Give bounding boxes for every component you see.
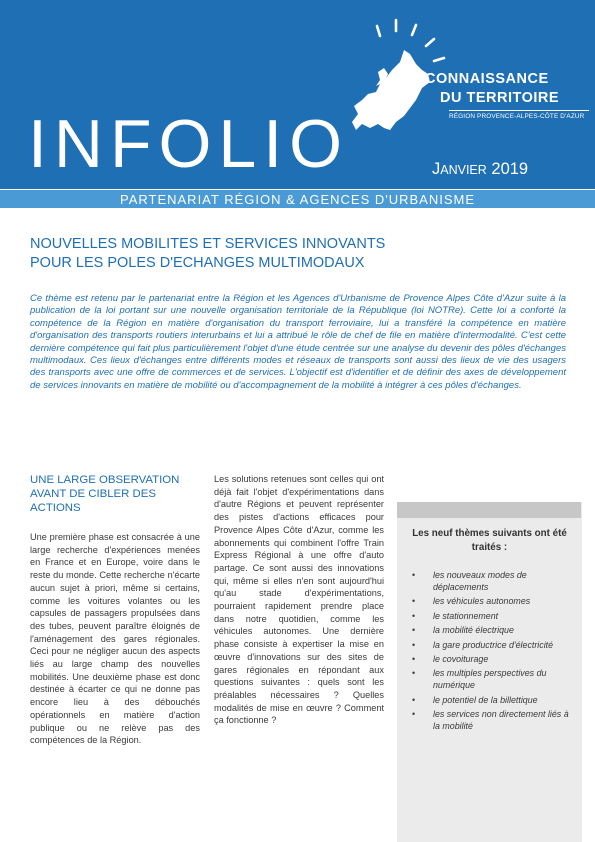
- bullet-icon: •: [412, 570, 416, 580]
- brand-line-1: CONNAISSANCE: [425, 71, 549, 87]
- left-column: [30, 473, 200, 747]
- brand-divider: [449, 110, 589, 111]
- publication-title: INFOLIO: [28, 106, 350, 182]
- list-item: [407, 709, 577, 733]
- themes-list: [407, 570, 577, 735]
- bullet-icon: •: [412, 694, 416, 705]
- list-item: [407, 611, 577, 623]
- theme-label: le stationnement: [433, 610, 499, 621]
- brand-line-2: DU TERRITOIRE: [440, 90, 560, 106]
- themes-box: [397, 502, 582, 842]
- article-title-line-2: POUR LES POLES D'ECHANGES MULTIMODAUX: [30, 255, 365, 271]
- partnership-label: PARTENARIAT RÉGION & AGENCES D'URBANISME: [119, 192, 476, 207]
- date-year: 2019: [491, 160, 529, 178]
- brand-line-3: RÉGION PROVENCE-ALPES-CÔTE D'AZUR: [449, 113, 585, 120]
- theme-label: le potentiel de la billettique: [433, 694, 538, 705]
- theme-label: les services non directement liés à la mobilité: [433, 709, 569, 731]
- article-title: [30, 235, 385, 273]
- bullet-icon: •: [412, 668, 416, 679]
- bullet-icon: •: [412, 639, 416, 650]
- themes-box-tab: [397, 502, 581, 518]
- article-title-line-1: NOUVELLES MOBILITES ET SERVICES INNOVANTS: [30, 236, 386, 252]
- list-item: [407, 654, 577, 666]
- date-month-initial: J: [432, 160, 441, 178]
- left-column-text: Une première phase est consacrée à une large recherche d'expériences menées en France et en Europe, voire dans le reste du monde. Cette recherche n'écarte aucun sujet à priori, même si certains, comme les voitures volantes ou les capsules de passagers propulsées dans des tubes, peuvent paraître éloignés de l'aménagement des gares régionales. Ceci pour ne négliger aucun des aspects liés au large champ des nouvelles mobilités. Une deuxième phase est donc destinée à écarter ce qui ne donne pas encore lieu à des débouchés opérationnels en matière d'action publique ou ne relève pas des compétences de la Région.: [30, 532, 200, 746]
- bullet-icon: •: [412, 653, 416, 664]
- list-item: [407, 596, 577, 608]
- bullet-icon: •: [412, 625, 416, 636]
- issue-date: [432, 160, 528, 179]
- list-item: [407, 668, 577, 692]
- bullet-icon: •: [412, 596, 416, 607]
- middle-column: [214, 473, 384, 727]
- partnership-band: [0, 190, 595, 208]
- intro-paragraph: Ce thème est retenu par le partenariat entre la Région et les Agences d'Urbanisme de Provence Alpes Côte d'Azur suite à la publication de la loi portant sur une nouvelle organisation territoriale de la République (loi NOTRe). Cette loi a conforté la compétence de la Région en matière d'organisation du transport ferroviaire, lui a transféré la compétence en matière d'organisation des transports routiers interurbains et lui a attribué le rôle de chef de file en matière d'intermodalité. C'est cette dernière compétence qui fait plus particulièrement l'objet d'une étude centrée sur une analyse du devenir des pôles d'échanges multimodaux. Ces lieux d'échanges entre différents modes et réseaux de transports sont aussi des lieux de vie des usagers des transports avec une offre de commerces et de services. L'objectif est d'identifier et de définir des axes de développement de services innovants en matière de mobilité ou d'accompagnement de la mobilité à intégrer à ces pôles d'échanges.: [30, 293, 566, 391]
- date-month-rest: ANVIER: [440, 163, 487, 177]
- bullet-icon: •: [412, 610, 416, 621]
- theme-label: la gare productrice d'électricité: [433, 639, 554, 650]
- theme-label: les véhicules autonomes: [433, 596, 531, 607]
- theme-label: les multiples perspectives du numérique: [433, 668, 547, 691]
- middle-column-text: Les solutions retenues sont celles qui ont déjà fait l'objet d'expérimentations dans d'autre Régions et peuvent représenter des pistes d'actions efficaces pour Provence Alpes Côte d'Azur, comme les abonnements qui combinent l'offre Train Express Régional à une offre d'auto partage. Ce sont aussi des innovations qui, même si elles n'en sont aujourd'hui qu'au stade d'expérimentations, pourraient rapidement prendre place dans notre quotidien, comme les véhicules autonomes. Une dernière phase consiste à expertiser la mise en œuvre d'innovations sur des sites de gares régionales en répondant aux questions suivantes : quels sont les préalables nécessaires ? Quelles modalités de mise en œuvre ? Comment ça fonctionne ?: [214, 474, 384, 726]
- themes-box-title: Les neuf thèmes suivants ont été traités :: [412, 528, 567, 553]
- theme-label: les nouveaux modes de déplacements: [433, 570, 527, 592]
- list-item: [407, 570, 577, 594]
- section-heading: UNE LARGE OBSERVATION AVANT DE CIBLER DES ACTIONS: [30, 474, 180, 514]
- header-band: [0, 0, 595, 189]
- theme-label: le covoiturage: [433, 653, 489, 664]
- list-item: [407, 640, 577, 652]
- theme-label: la mobilité électrique: [433, 625, 514, 636]
- list-item: [407, 695, 577, 707]
- list-item: [407, 625, 577, 637]
- bullet-icon: •: [412, 709, 416, 720]
